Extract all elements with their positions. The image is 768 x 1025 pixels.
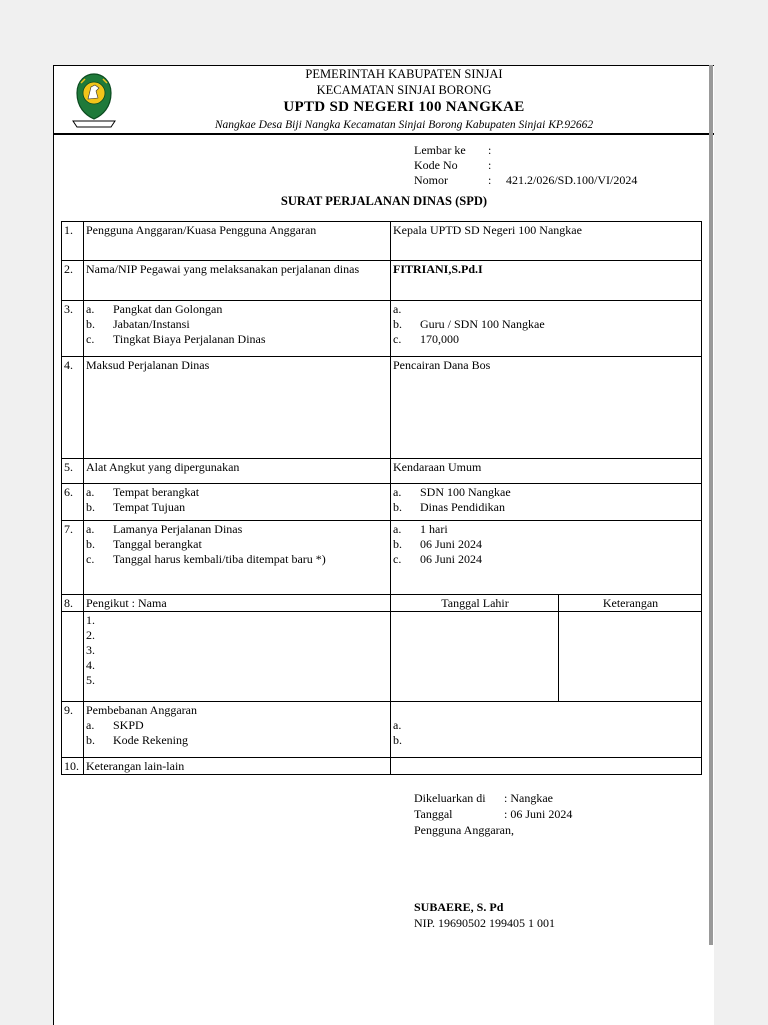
- spd-table: [61, 221, 702, 775]
- header-district: KECAMATAN SINJAI BORONG: [316, 83, 492, 97]
- table-row: 10. Keterangan lain-lain: [62, 758, 702, 775]
- table-row: 7. a. Lamanya Perjalanan Dinas b. Tanggal berangkat c. Tanggal harus kembali/tiba ditempat baru *) a. 1 hari b. 06 Juni 2024 c. 06 Juni 2024: [62, 521, 702, 595]
- table-row: 1. 2. 3. 4. 5.: [62, 612, 702, 702]
- employee-name: FITRIANI,S.Pd.I: [391, 261, 702, 301]
- signer-name: SUBAERE, S. Pd: [414, 900, 504, 914]
- header-divider: [54, 133, 714, 135]
- header-government: PEMERINTAH KABUPATEN SINJAI: [305, 67, 503, 81]
- table-row: 9. Pembebanan Anggaran a. SKPD b. Kode Rekening a. b.: [62, 702, 702, 758]
- table-row: 4. Maksud Perjalanan Dinas Pencairan Dana Bos: [62, 357, 702, 459]
- table-row: 2. Nama/NIP Pegawai yang melaksanakan perjalanan dinas FITRIANI,S.Pd.I: [62, 261, 702, 301]
- table-row: 3. a. Pangkat dan Golongan b. Jabatan/Instansi c. Tingkat Biaya Perjalanan Dinas a. b. Guru / SDN 100 Nangkae c. 170,000: [62, 301, 702, 357]
- table-row: 1. Pengguna Anggaran/Kuasa Pengguna Anggaran Kepala UPTD SD Negeri 100 Nangkae: [62, 222, 702, 261]
- signer-nip: NIP. 19690502 199405 1 001: [414, 916, 556, 930]
- table-row: 5. Alat Angkut yang dipergunakan Kendaraan Umum: [62, 459, 702, 484]
- document-page: PEMERINTAH KABUPATEN SINJAI KECAMATAN SINJAI BORONG UPTD SD NEGERI 100 NANGKAE Nangkae Desa Biji Nangka Kecamatan Sinjai Borong Kabupaten Sinjai KP.92662 Lembar ke : Kode No : Nomor : 421.2/026/SD.100/VI/2024 SURAT PERJALANAN DINAS (SPD) 1. Pengguna Anggaran/Kuasa Pengguna Anggaran Kepala UPTD SD Negeri 100 Nangkae 2. Nama/NIP Pegawai yang melaksanakan perjalanan dinas FITRIANI,S.Pd.I 3. a. Pangkat dan Golongan b. Jabatan/Instansi c. Tingkat Biaya Perjalanan Dinas a. b. Guru / SDN 100 Nangkae c. 170,000 4. Maksud Perjalanan Dinas Pencairan Dana Bos 5. Alat Angkut yang dipergunakan Kendaraan Umum 6. a. Tempat berangkat b. Tempat Tujuan a. SDN 100 Nangkae b. Dinas Pendidikan 7. a. Lamanya Perjalanan Dinas b. Tanggal berangkat c. Tanggal harus kembali/tiba ditempat baru *) a. 1 hari b. 06 Juni 2024 c. 06 Juni 2024 8. Pengikut : Nama Tanggal Lahir Keterangan 1. 2. 3. 4. 5. 9. Pembebanan Anggaran a. SKPD b. Kode Rekening a. b. 10. Keterangan lain-lain Dikeluarkan di : Nangkae Tanggal : 06 Juni 2024 Pengguna Anggaran, SUBAERE, S. Pd NIP. 19690502 199405 1 001: [53, 65, 714, 1025]
- header-address: Nangkae Desa Biji Nangka Kecamatan Sinjai Borong Kabupaten Sinjai KP.92662: [214, 119, 594, 131]
- document-title: SURAT PERJALANAN DINAS (SPD): [280, 194, 488, 208]
- header-school-name: UPTD SD NEGERI 100 NANGKAE: [283, 99, 525, 115]
- column-header-notes: Keterangan: [559, 595, 702, 612]
- table-row: 6. a. Tempat berangkat b. Tempat Tujuan a. SDN 100 Nangkae b. Dinas Pendidikan: [62, 484, 702, 521]
- column-header-birthdate: Tanggal Lahir: [391, 595, 559, 612]
- signer-role: Pengguna Anggaran,: [414, 823, 514, 837]
- page-edge: [709, 65, 713, 945]
- table-row: 8. Pengikut : Nama Tanggal Lahir Keterangan: [62, 595, 702, 612]
